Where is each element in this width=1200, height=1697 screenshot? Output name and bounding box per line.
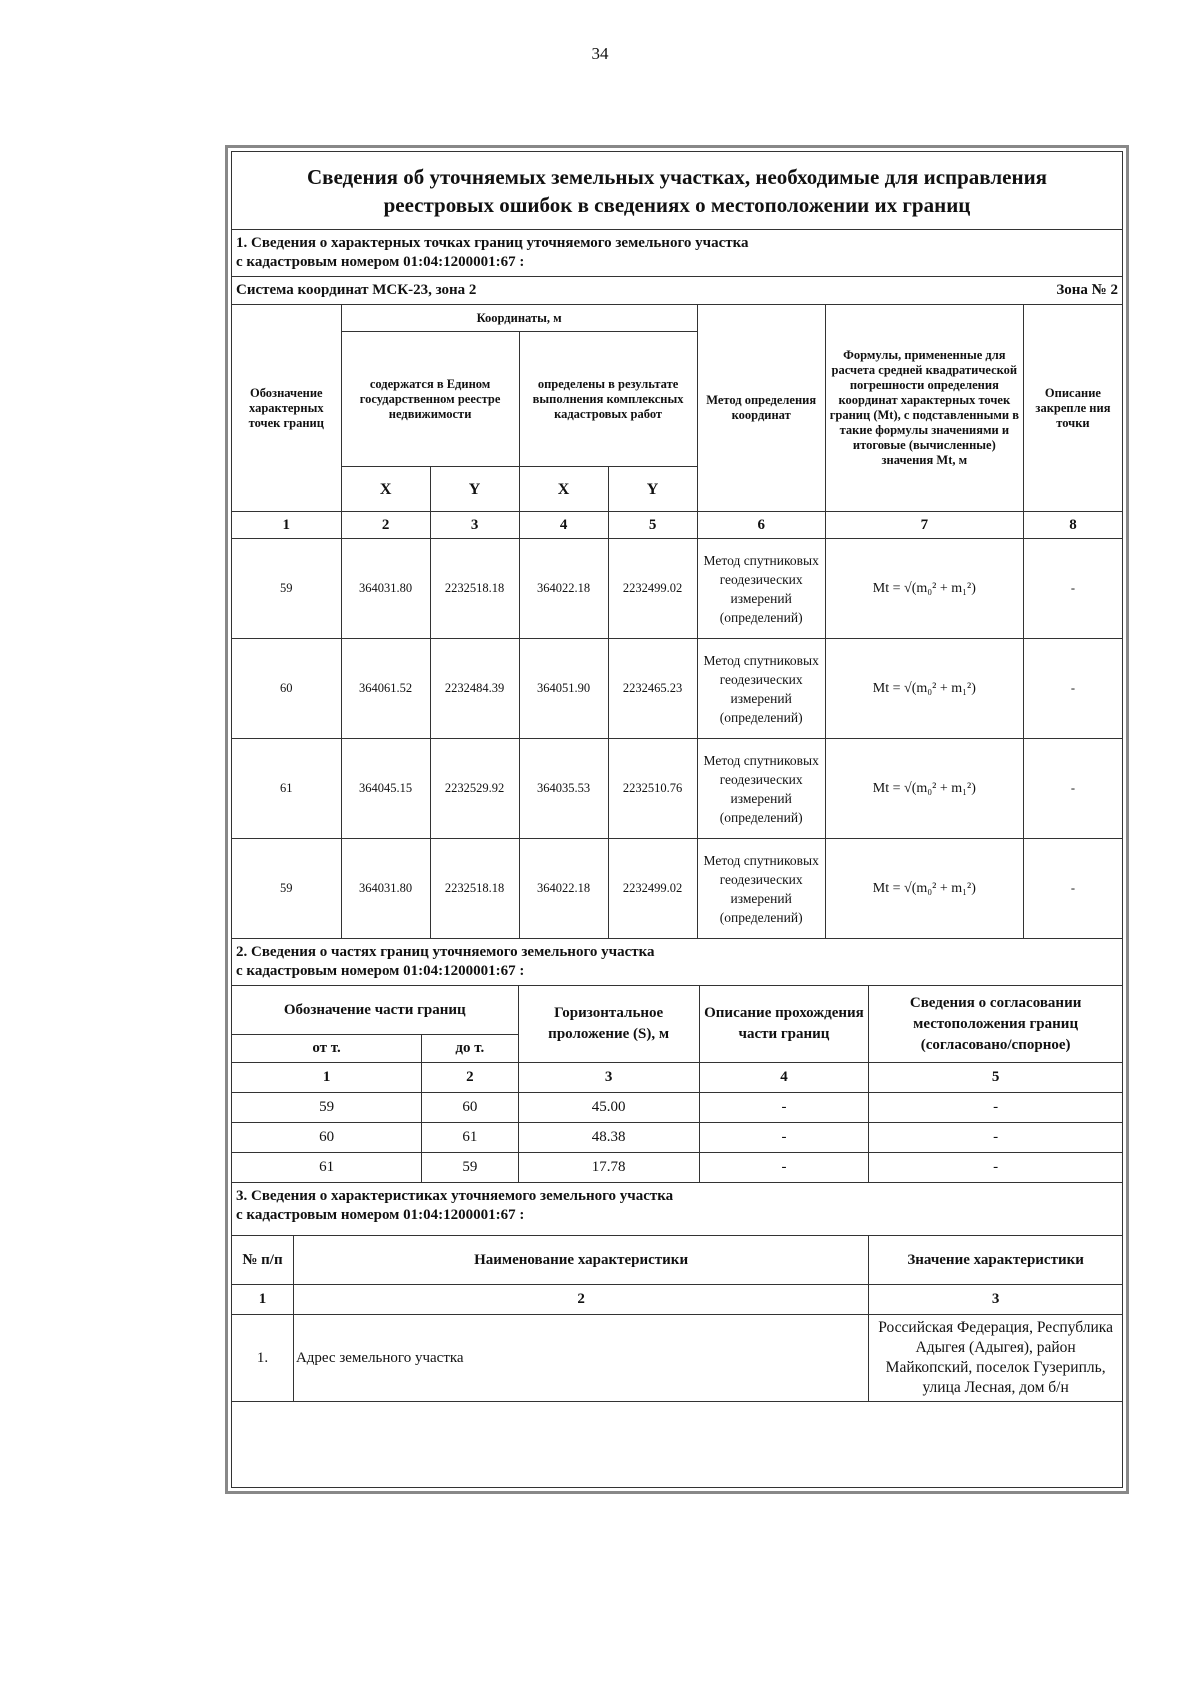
- point-id: 59: [232, 539, 341, 639]
- determined-y: 2232499.02: [608, 839, 697, 939]
- to-point: 60: [422, 1093, 518, 1123]
- col-number: 4: [519, 512, 608, 539]
- title-line-2: реестровых ошибок в сведениях о местоположении их границ: [383, 192, 971, 217]
- registry-y: 2232484.39: [430, 639, 519, 739]
- header-coords: Координаты, м: [341, 305, 697, 332]
- registry-y: 2232518.18: [430, 839, 519, 939]
- boundary-parts-table: [232, 986, 1122, 1183]
- registry-x: 364031.80: [341, 539, 430, 639]
- table-row: [232, 1093, 1122, 1123]
- formula: Mt = √(m₀² + m₁²): [825, 739, 1023, 839]
- point-id: 61: [232, 739, 341, 839]
- section-3-title-line-2: с кадастровым номером 01:04:1200001:67 :: [236, 1207, 525, 1223]
- section-1-title-line-1: 1. Сведения о характерных точках границ уточняемого земельного участка: [236, 235, 749, 251]
- header-x1: X: [341, 467, 430, 512]
- determined-x: 364022.18: [519, 839, 608, 939]
- section-1-title-line-2: с кадастровым номером 01:04:1200001:67 :: [236, 254, 525, 270]
- formula: Mt = √(m₀² + m₁²): [825, 839, 1023, 939]
- header-determined: определены в результате выполнения комплексных кадастровых работ: [519, 332, 697, 467]
- formula: Mt = √(m₀² + m₁²): [825, 639, 1023, 739]
- table-row: [232, 1123, 1122, 1153]
- col-number: 8: [1023, 512, 1122, 539]
- agreement-status: -: [869, 1093, 1122, 1123]
- header-registry: содержатся в Едином государственном реестре недвижимости: [341, 332, 519, 467]
- col-number: 2: [293, 1285, 868, 1315]
- header-value: Значение характеристики: [869, 1236, 1122, 1285]
- table-row: [232, 539, 1122, 639]
- section-2-title-line-1: 2. Сведения о частях границ уточняемого земельного участка: [236, 944, 655, 960]
- part-description: -: [699, 1153, 869, 1183]
- header-y2: Y: [608, 467, 697, 512]
- table-row: [232, 739, 1122, 839]
- col-number: 5: [608, 512, 697, 539]
- col-number: 1: [232, 1063, 422, 1093]
- col-number: 3: [869, 1285, 1122, 1315]
- horizontal-distance: 45.00: [518, 1093, 699, 1123]
- determined-y: 2232510.76: [608, 739, 697, 839]
- table-row: [232, 839, 1122, 939]
- header-from: от т.: [232, 1035, 422, 1063]
- page-number: 34: [591, 44, 609, 63]
- agreement-status: -: [869, 1123, 1122, 1153]
- document-frame: [225, 145, 1129, 1494]
- title-line-1: Сведения об уточняемых земельных участках, необходимые для исправления: [306, 164, 1048, 189]
- header-horizontal: Горизонтальное проложение (S), м: [518, 986, 699, 1063]
- col-number: 4: [699, 1063, 869, 1093]
- document-title: [232, 152, 1122, 230]
- method: Метод спутниковых геодезических измерений (определений): [697, 539, 825, 639]
- column-numbers-row: [232, 1285, 1122, 1315]
- part-description: -: [699, 1093, 869, 1123]
- horizontal-distance: 17.78: [518, 1153, 699, 1183]
- agreement-status: -: [869, 1153, 1122, 1183]
- section-1-title: [232, 230, 1122, 277]
- horizontal-distance: 48.38: [518, 1123, 699, 1153]
- header-agreement: Сведения о согласовании местоположения границ (согласовано/спорное): [869, 986, 1122, 1063]
- fixing: -: [1023, 639, 1122, 739]
- col-number: 1: [232, 512, 341, 539]
- header-name: Наименование характеристики: [293, 1236, 868, 1285]
- part-description: -: [699, 1123, 869, 1153]
- col-number: 6: [697, 512, 825, 539]
- to-point: 59: [422, 1153, 518, 1183]
- header-formula: Формулы, примененные для расчета средней квадратической погрешности определения координат характерных точек границ (Mt), с подставленными в такие формулы значениями и итоговые (вычисленные) значения Mt, м: [825, 305, 1023, 512]
- characteristics-table: [232, 1236, 1122, 1402]
- method: Метод спутниковых геодезических измерений (определений): [697, 639, 825, 739]
- col-number: 2: [341, 512, 430, 539]
- coordinate-system: Система координат МСК-23, зона 2: [236, 282, 477, 298]
- document-inner: [231, 151, 1123, 1488]
- col-number: 7: [825, 512, 1023, 539]
- section-3-title-line-1: 3. Сведения о характеристиках уточняемого земельного участка: [236, 1188, 674, 1204]
- formula: Mt = √(m₀² + m₁²): [825, 539, 1023, 639]
- section-3-title: [232, 1183, 1122, 1236]
- coordinate-system-row: [232, 277, 1122, 305]
- registry-y: 2232529.92: [430, 739, 519, 839]
- point-id: 59: [232, 839, 341, 939]
- col-number: 5: [869, 1063, 1122, 1093]
- fixing: -: [1023, 839, 1122, 939]
- column-numbers-row: [232, 1063, 1122, 1093]
- method: Метод спутниковых геодезических измерений (определений): [697, 839, 825, 939]
- header-description: Описание прохождения части границ: [699, 986, 869, 1063]
- row-number: 1.: [232, 1315, 293, 1402]
- registry-y: 2232518.18: [430, 539, 519, 639]
- header-y1: Y: [430, 467, 519, 512]
- from-point: 61: [232, 1153, 422, 1183]
- header-fixing: Описание закрепле ния точки: [1023, 305, 1122, 512]
- fixing: -: [1023, 739, 1122, 839]
- header-part: Обозначение части границ: [232, 986, 518, 1035]
- section-2-title: [232, 939, 1122, 986]
- header-no: № п/п: [232, 1236, 293, 1285]
- characteristic-value: Российская Федерация, Республика Адыгея (Адыгея), район Майкопский, поселок Гузерипль, улица Лесная, дом б/н: [869, 1315, 1122, 1402]
- from-point: 59: [232, 1093, 422, 1123]
- section-2-title-line-2: с кадастровым номером 01:04:1200001:67 :: [236, 963, 525, 979]
- col-number: 3: [430, 512, 519, 539]
- registry-x: 364045.15: [341, 739, 430, 839]
- zone-label: Зона № 2: [1056, 282, 1118, 298]
- boundary-points-table: [232, 305, 1122, 939]
- determined-y: 2232499.02: [608, 539, 697, 639]
- header-to: до т.: [422, 1035, 518, 1063]
- determined-y: 2232465.23: [608, 639, 697, 739]
- header-point: Обозначение характерных точек границ: [232, 305, 341, 512]
- col-number: 3: [518, 1063, 699, 1093]
- table-row: [232, 1315, 1122, 1402]
- from-point: 60: [232, 1123, 422, 1153]
- determined-x: 364051.90: [519, 639, 608, 739]
- determined-x: 364022.18: [519, 539, 608, 639]
- method: Метод спутниковых геодезических измерений (определений): [697, 739, 825, 839]
- registry-x: 364031.80: [341, 839, 430, 939]
- column-numbers-row: [232, 512, 1122, 539]
- registry-x: 364061.52: [341, 639, 430, 739]
- determined-x: 364035.53: [519, 739, 608, 839]
- header-x2: X: [519, 467, 608, 512]
- col-number: 2: [422, 1063, 518, 1093]
- col-number: 1: [232, 1285, 293, 1315]
- fixing: -: [1023, 539, 1122, 639]
- table-row: [232, 639, 1122, 739]
- empty-area: [232, 1402, 1122, 1462]
- table-row: [232, 1153, 1122, 1183]
- to-point: 61: [422, 1123, 518, 1153]
- characteristic-name: Адрес земельного участка: [293, 1315, 868, 1402]
- point-id: 60: [232, 639, 341, 739]
- header-method: Метод определения координат: [697, 305, 825, 512]
